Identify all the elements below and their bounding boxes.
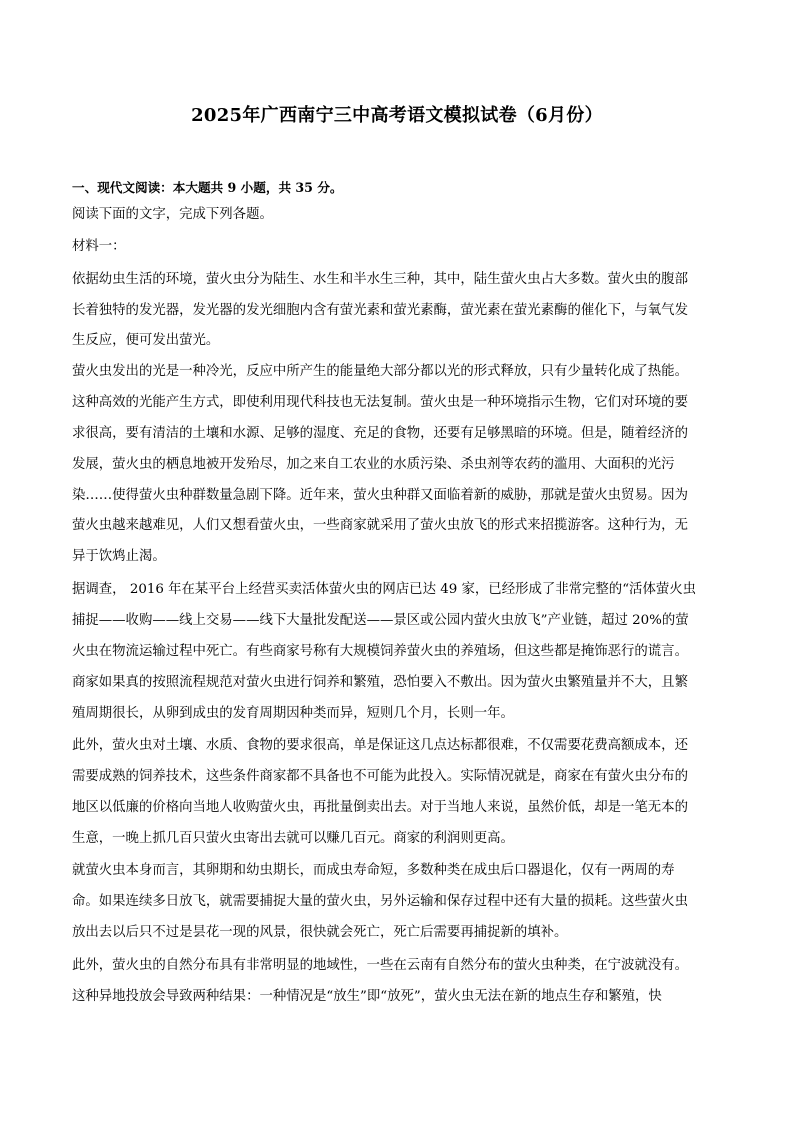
passage-line: 据调查， 2016 年在某平台上经营买卖活体萤火虫的网店已达 49 家，已经形成了非常完整的“活体萤火虫 <box>72 582 697 597</box>
passage-line: 放出去以后只不过是昙花一现的风景，很快就会死亡，死亡后需要再捕捉新的填补。 <box>72 925 568 940</box>
passage-line: 发展，萤火虫的栖息地被开发殆尽，加之来自工农业的水质污染、杀虫剂等农药的滥用、大面积的光污 <box>72 457 675 472</box>
passage-line: 求很高，要有清洁的土壤和水源、足够的湿度、充足的食物，还要有足够黑暗的环境。但是，随着经济的 <box>72 426 688 441</box>
passage-line: 捕捉——收购——线上交易——线下大量批发配送——景区或公园内萤火虫放飞”产业链，超过 20%的萤 <box>72 613 689 628</box>
passage-line: 商家如果真的按照流程规范对萤火虫进行饲养和繁殖，恐怕要入不敷出。因为萤火虫繁殖量并不大，且繁 <box>72 675 688 690</box>
passage-line: 异于饮鸩止渴。 <box>72 549 166 564</box>
passage-line: 这种高效的光能产生方式，即使利用现代科技也无法复制。萤火虫是一种环境指示生物，它们对环境的要 <box>72 395 688 410</box>
passage-line: 命。如果连续多日放飞，就需要捕捉大量的萤火虫，另外运输和保存过程中还有大量的损耗。这些萤火虫 <box>72 894 688 909</box>
passage-line: 火虫在物流运输过程中死亡。有些商家号称有大规模饲养萤火虫的养殖场，但这些都是掩饰恶行的谎言。 <box>72 644 688 659</box>
passage-line: 依据幼虫生活的环境，萤火虫分为陆生、水生和半水生三种，其中，陆生萤火虫占大多数。萤火虫的腹部 <box>72 272 688 287</box>
passage-line: 需要成熟的饲养技术，这些条件商家都不具备也不可能为此投入。实际情况就是，商家在有萤火虫分布的 <box>72 769 688 784</box>
material-label: 材料一： <box>72 239 126 254</box>
passage-line: 染……使得萤火虫种群数量急剧下降。近年来，萤火虫种群又面临着新的威胁，那就是萤火虫贸易。因为 <box>72 488 688 503</box>
passage-line: 地区以低廉的价格向当地人收购萤火虫，再批量倒卖出去。对于当地人来说，虽然价低，却是一笔无本的 <box>72 800 688 815</box>
passage-line: 此外，萤火虫的自然分布具有非常明显的地域性，一些在云南有自然分布的萤火虫种类，在宁波就没有。 <box>72 958 688 973</box>
passage-line: 生反应，便可发出萤光。 <box>72 333 220 348</box>
page-title: 2025年广西南宁三中高考语文模拟试卷（6月份） <box>191 105 603 126</box>
passage-line: 生意，一晚上抓几百只萤火虫寄出去就可以赚几百元。商家的利润则更高。 <box>72 831 514 846</box>
passage-line: 萤火虫越来越难见，人们又想看萤火虫，一些商家就采用了萤火虫放飞的形式来招揽游客。这种行为，无 <box>72 518 688 533</box>
passage-line: 这种异地投放会导致两种结果：一种情况是“放生”即“放死”，萤火虫无法在新的地点生存和繁殖，快 <box>72 989 662 1004</box>
instruction-text: 阅读下面的文字，完成下列各题。 <box>72 207 273 222</box>
passage-line: 就萤火虫本身而言，其卵期和幼虫期长，而成虫寿命短，多数种类在成虫后口器退化，仅有一两周的寿 <box>72 863 675 878</box>
passage-line: 长着独特的发光器，发光器的发光细胞内含有萤光素和萤光素酶，萤光素在萤光素酶的催化下，与氧气发 <box>72 303 688 318</box>
passage-line: 此外，萤火虫对土壤、水质、食物的要求很高，单是保证这几点达标都很难，不仅需要花费高额成本，还 <box>72 738 688 753</box>
passage-line: 萤火虫发出的光是一种冷光，反应中所产生的能量绝大部分都以光的形式释放，只有少量转化成了热能。 <box>72 364 688 379</box>
passage-line: 殖周期很长，从卵到成虫的发育周期因种类而异，短则几个月，长则一年。 <box>72 706 514 721</box>
section-heading: 一、现代文阅读：本大题共 9 小题，共 35 分。 <box>72 180 343 195</box>
